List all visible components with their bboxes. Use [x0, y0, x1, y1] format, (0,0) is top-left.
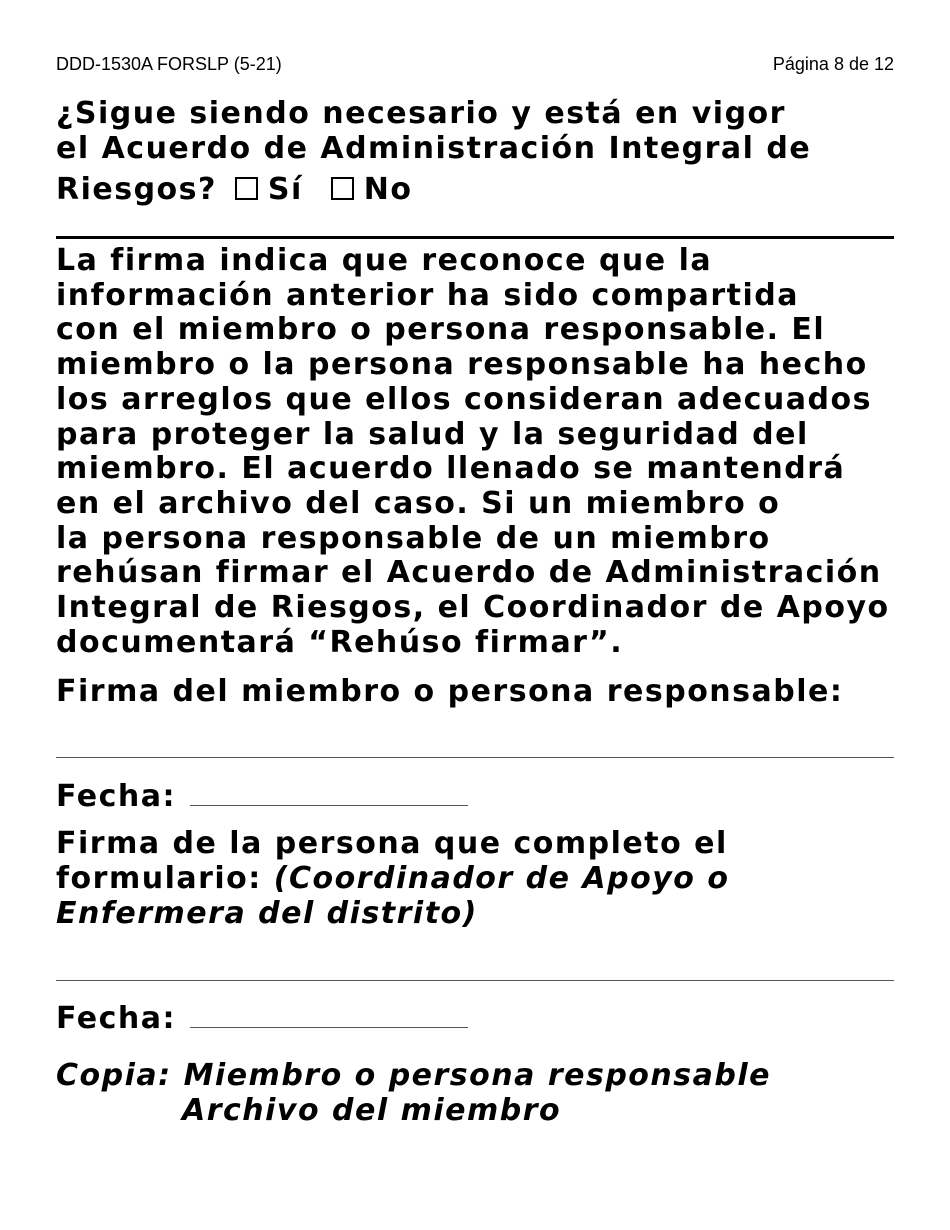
question-line-3-text: Riesgos? — [56, 172, 217, 207]
preparer-date-label: Fecha: — [56, 1001, 177, 1036]
preparer-line-1: Firma de la persona que completo el — [56, 826, 728, 861]
copy-line-2: Archivo del miembro — [182, 1093, 562, 1128]
preparer-line-2 — [56, 861, 910, 896]
statement-line: miembro o la persona responsable ha hecho — [56, 347, 868, 383]
question-line-2: el Acuerdo de Administración Integral de — [56, 131, 812, 166]
member-signature-line[interactable] — [56, 757, 894, 758]
page-number: Página 8 de 12 — [772, 54, 894, 74]
copy-line-1: Copia: Miembro o persona responsable — [56, 1058, 771, 1093]
statement-line: los arreglos que ellos consideran adecuados — [56, 381, 872, 417]
question-line-1: ¿Sigue siendo necesario y está en vigor — [56, 96, 786, 131]
preparer-signature-label — [56, 826, 910, 931]
member-date-field[interactable] — [190, 787, 468, 806]
no-label: No — [363, 172, 413, 207]
member-date-label: Fecha: — [56, 779, 177, 814]
preparer-line-2-prefix: formulario: — [56, 861, 274, 896]
statement-line: información anterior ha sido compartida — [56, 277, 800, 313]
page-header — [56, 52, 894, 76]
statement-line: miembro. El acuerdo llenado se mantendrá — [56, 451, 846, 487]
statement-line: Integral de Riesgos, el Coordinador de Apoyo — [56, 590, 890, 626]
form-id: DDD-1530A FORSLP (5-21) — [56, 54, 282, 74]
no-checkbox[interactable] — [331, 177, 354, 200]
copy-distribution — [56, 1058, 771, 1128]
statement-line: rehúsan firmar el Acuerdo de Administración — [56, 555, 882, 591]
statement-line: en el archivo del caso. Si un miembro o — [56, 485, 781, 521]
preparer-date-row — [56, 1001, 468, 1036]
preparer-date-field[interactable] — [190, 1009, 468, 1028]
question-block — [56, 96, 910, 207]
question-line-3 — [56, 172, 910, 207]
statement-line: La firma indica que reconoce que la — [56, 243, 713, 278]
statement-line: con el miembro o persona responsable. El — [56, 312, 826, 348]
statement-line: para proteger la salud y la seguridad del — [56, 416, 809, 452]
preparer-signature-line[interactable] — [56, 980, 894, 981]
preparer-role-note: (Coordinador de Apoyo o — [273, 861, 730, 896]
section-divider — [56, 236, 894, 239]
yes-label: Sí — [267, 172, 303, 207]
yes-checkbox[interactable] — [235, 177, 258, 200]
acknowledgement-statement — [56, 244, 910, 660]
statement-line: documentará “Rehúso firmar”. — [56, 624, 624, 660]
member-signature-label: Firma del miembro o persona responsable: — [56, 674, 844, 709]
statement-line: la persona responsable de un miembro — [56, 520, 771, 556]
preparer-line-3: Enfermera del distrito) — [56, 896, 478, 931]
member-date-row — [56, 779, 468, 814]
